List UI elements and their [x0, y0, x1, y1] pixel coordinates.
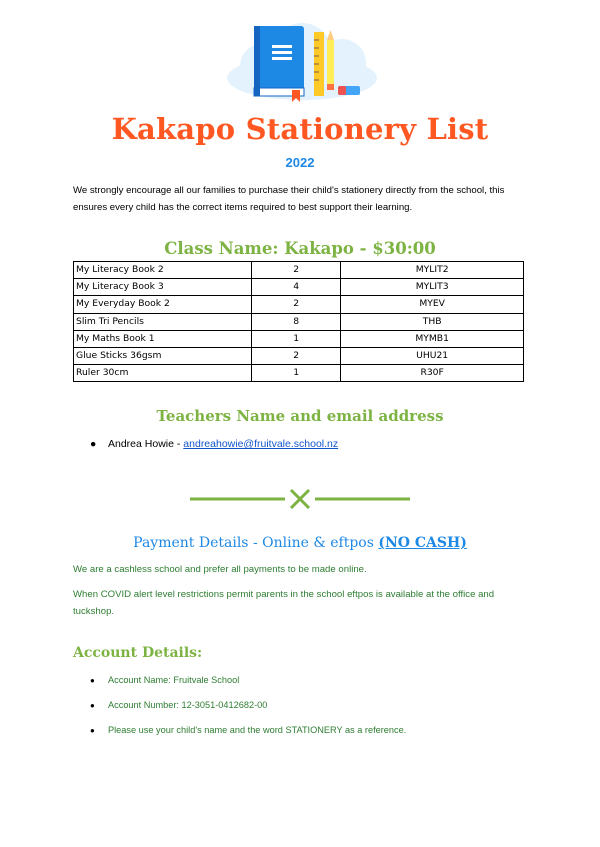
account-heading: Account Details: — [73, 645, 203, 661]
item-qty: 2 — [252, 347, 341, 364]
table-row — [74, 262, 524, 279]
eraser-icon — [338, 86, 360, 95]
item-code: MYMB1 — [341, 330, 524, 347]
item-code: THB — [341, 313, 524, 330]
account-list — [90, 674, 406, 749]
item-qty: 2 — [252, 262, 341, 279]
item-name: My Literacy Book 3 — [74, 279, 252, 296]
bullet-icon: ● — [90, 726, 95, 735]
item-qty: 1 — [252, 330, 341, 347]
item-name: Slim Tri Pencils — [74, 313, 252, 330]
table-row — [74, 347, 524, 364]
divider-cross-icon — [190, 487, 410, 511]
table-row — [74, 279, 524, 296]
ruler-icon — [314, 32, 324, 96]
teacher-list-item — [90, 438, 338, 450]
item-code: R30F — [341, 365, 524, 382]
stationery-illustration — [222, 18, 382, 103]
table-row — [74, 296, 524, 313]
item-name: Ruler 30cm — [74, 365, 252, 382]
item-code: MYEV — [341, 296, 524, 313]
class-heading: Class Name: Kakapo - $30:00 — [164, 239, 436, 258]
account-name: Account Name: Fruitvale School — [108, 675, 240, 685]
teacher-name: Andrea Howie - — [108, 438, 184, 450]
item-qty: 8 — [252, 313, 341, 330]
item-code: MYLIT2 — [341, 262, 524, 279]
payment-paragraph-1: We are a cashless school and prefer all payments to be made online. — [73, 564, 367, 575]
bullet-icon: ● — [90, 438, 97, 450]
item-code: MYLIT3 — [341, 279, 524, 296]
payment-heading — [0, 535, 600, 551]
item-qty: 4 — [252, 279, 341, 296]
item-name: My Maths Book 1 — [74, 330, 252, 347]
table-row — [74, 330, 524, 347]
table-row — [74, 365, 524, 382]
item-qty: 1 — [252, 365, 341, 382]
bullet-icon: ● — [90, 676, 95, 685]
item-name: My Literacy Book 2 — [74, 262, 252, 279]
list-item — [90, 674, 406, 699]
item-qty: 2 — [252, 296, 341, 313]
payment-heading-text: Payment Details - Online & eftpos — [133, 535, 379, 551]
no-cash-label: (NO CASH) — [378, 535, 467, 551]
account-reference-note: Please use your child's name and the word STATIONERY as a reference. — [108, 725, 407, 735]
teachers-heading: Teachers Name and email address — [156, 407, 444, 425]
intro-paragraph: We strongly encourage all our families to purchase their child's stationery directly from the school, this ensures every child has the correct items required to best support their learning. — [73, 185, 505, 213]
item-name: Glue Sticks 36gsm — [74, 347, 252, 364]
book-icon — [254, 26, 304, 102]
list-item — [90, 699, 406, 724]
item-code: UHU21 — [341, 347, 524, 364]
year-label: 2022 — [285, 155, 315, 170]
pencil-icon — [327, 30, 334, 90]
list-item — [90, 724, 406, 749]
table-row — [74, 313, 524, 330]
payment-paragraph-2: When COVID alert level restrictions permit parents in the school eftpos is available at the office and tuckshop. — [73, 589, 495, 617]
teacher-email-link[interactable]: andreahowie@fruitvale.school.nz — [183, 438, 339, 450]
account-number: Account Number: 12-3051-0412682-00 — [108, 700, 268, 710]
item-name: My Everyday Book 2 — [74, 296, 252, 313]
page-title: Kakapo Stationery List — [111, 112, 489, 146]
bullet-icon: ● — [90, 701, 95, 710]
stationery-table — [73, 261, 524, 382]
